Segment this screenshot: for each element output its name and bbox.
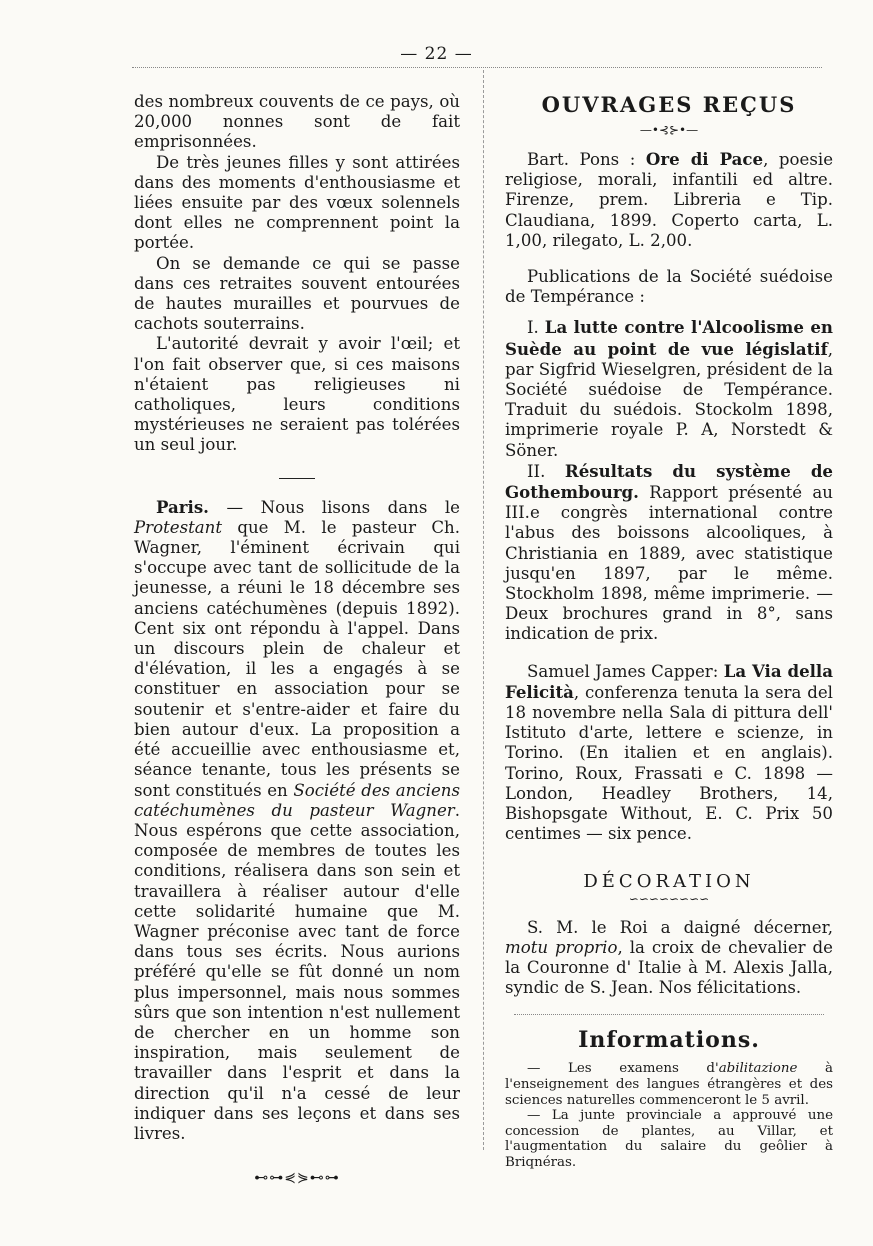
publication-2: [505, 461, 833, 645]
paragraph-paris: [134, 497, 460, 1145]
paris-societe: Société des anciens catéchumènes du pasteur Wagner: [134, 780, 460, 820]
info1-abilitazione: abilitazione: [718, 1061, 798, 1077]
right-column: [505, 92, 833, 1170]
pub2-details: Rapport présenté au III.e congrès international contre l'abus des boissons alcooliques, à Christiania en 1889, avec statistique jusqu'en 1897, par le même. Stockholm 1898, même imprimerie. — Deux brochures grand in 8°, sans indication de prix.: [505, 483, 833, 644]
info1-text-a: — Les examens d': [527, 1061, 719, 1077]
deco-text-b: , la croix de chevalier de la Couronne d' Italie à M. Alexis Jalla, syndic de S. Jean. Nos félicitations.: [505, 937, 833, 998]
entry-via-della-felicita: [505, 661, 833, 845]
spacer: [505, 307, 833, 317]
book1-author: Bart. Pons :: [527, 150, 646, 169]
paris-text-b: que M. le pasteur Ch. Wagner, l'éminent écrivain qui s'occupe avec tant de sollicitude de la jeunesse, a réuni le 18 décembre ses anciens catéchumènes (depuis 1892). Cent six ont répondu à l'appel. Dans un discours plein de chaleur et d'élévation, il les a engagés à se constituer en association pour se soutenir et s'entre-aider et faire du bien autour d'eux. La proposition a été accueillie avec enthousiasme et, séance tenante, tous les présents se sont constitués en: [134, 517, 460, 800]
book3-author: Samuel James Capper:: [527, 661, 724, 681]
book1-title: Ore di Pace: [645, 149, 764, 169]
section-title-ouvrages: OUVRAGES REÇUS: [541, 92, 797, 117]
pub1-number: I.: [527, 318, 545, 338]
left-column: [134, 92, 460, 1186]
publications-intro: Publications de la Société suédoise de Tempérance :: [505, 267, 833, 307]
decoration-ornament: ∽∽∽∽∽∽∽∽: [628, 891, 710, 906]
paris-lead: Paris.: [156, 496, 209, 517]
paris-protestant: Protestant: [134, 517, 223, 537]
page-number: — 22 —: [400, 44, 473, 64]
spacer: [505, 251, 833, 267]
entry-ore-di-pace: [505, 149, 833, 251]
separator-rule: [279, 478, 315, 479]
column-divider: [483, 70, 484, 1150]
paragraph-retreats: On se demande ce qui se passe dans ces retraites souvent entourées de hautes murailles et pourvues de cachots souterrains.: [134, 253, 460, 334]
book1-details: , poesie religiose, morali, infantili ed altre. Firenze, prem. Libreria e Tip. Claudiana, 1899. Coperto carta, L. 1,00, rilegato, L. 2,00.: [505, 150, 834, 250]
paris-text-a: — Nous lisons dans le: [208, 497, 460, 517]
pub2-title: Résultats du système de Gothembourg.: [505, 460, 833, 503]
pub2-number: II.: [527, 461, 565, 481]
pub1-details: , par Sigfrid Wieselgren, président de la Société suédoise de Tempérance. Traduit du suédois. Stockolm 1898, imprimerie royale P. A, Norstedt & Söner.: [505, 339, 833, 460]
pub1-title: La lutte contre l'Alcoolisme en Suède au point de vue législatif: [505, 317, 833, 359]
publication-1: [505, 317, 833, 460]
paris-text-c: . Nous espérons que cette association, composée de membres de toutes les conditions, réalisera dans son sein et travaillera à réaliser autour d'elle cette solidarité humaine que M. Wagner préconise avec tant de force dans tous ses écrits. Nous aurions préféré qu'elle se fût donné un nom plus impersonnel, mais nous sommes sûrs que son intention n'est nullement de chercher en un homme son inspiration, mais seulement de travailler dans l'esprit et dans la direction qu'il n'a cessé de leur indiquer dans ses leçons et dans ses livres.: [134, 800, 460, 1143]
book3-title: La Via della Felicità: [505, 660, 833, 702]
paragraph-authority: L'autorité devrait y avoir l'œil; et l'on fait observer que, si ces maisons n'étaient pas religieuses ni catholiques, leurs conditions mystérieuses ne seraient pas tolérées un seul jour.: [134, 334, 460, 455]
paragraph-young-girls: De très jeunes filles y sont attirées dans des moments d'enthousiasme et liées ensuite par des vœux solennels dont elles ne comprennent point la portée.: [134, 152, 460, 253]
end-ornament: ⊷⊶⋞⋟⊷⊶: [254, 1170, 340, 1187]
decoration-text: [505, 918, 833, 999]
dotted-separator: [514, 1014, 824, 1015]
info1-text-b: à l'enseignement des langues étrangères et des sciences naturelles commenceront le 5 avril.: [505, 1061, 833, 1108]
spacer: [505, 645, 833, 661]
header-rule: [132, 67, 822, 68]
info-item-junte: — La junte provinciale a approuvé une concession de plantes, au Villar, et l'augmentation du salaire du geôlier à Briqnéras.: [505, 1108, 833, 1170]
title-ornament: —•⊰⊱•—: [639, 123, 699, 137]
info-item-exams: [505, 1061, 833, 1108]
book3-details: , conferenza tenuta la sera del 18 novembre nella Sala di pittura dell' Istituto d'arte, lettere e scienze, in Torino. (En italien et en anglais). Torino, Roux, Frassati e C. 1898 — London, Headley Brothers, 14, Bishopsgate Without, E. C. Prix 50 centimes — six pence.: [505, 682, 833, 844]
deco-text-a: S. M. le Roi a daigné décerner,: [527, 917, 833, 937]
section-title-decoration: DÉCORATION: [583, 870, 755, 892]
section-title-informations: Informations.: [578, 1027, 760, 1054]
deco-motu-proprio: motu proprio: [505, 937, 618, 957]
paragraph-convents: des nombreux couvents de ce pays, où 20,000 nonnes sont de fait emprisonnées.: [134, 92, 460, 152]
